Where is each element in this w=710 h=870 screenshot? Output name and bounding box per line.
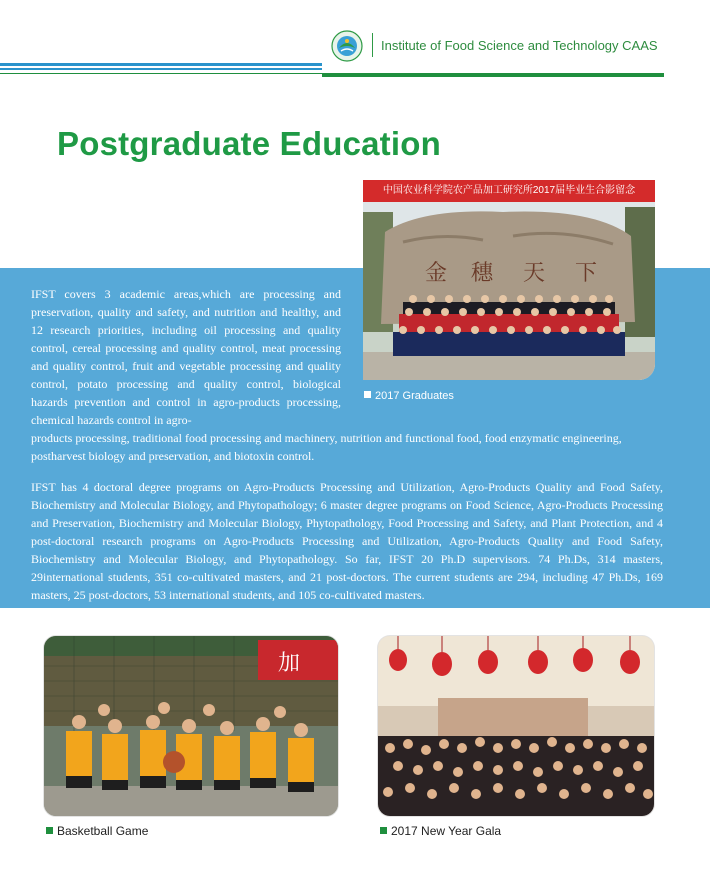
svg-text:穗: 穗: [471, 261, 494, 286]
graduates-photo-banner: 中国农业科学院农产品加工研究所2017届毕业生合影留念: [363, 180, 655, 202]
header-rule-blue-thin: [0, 68, 322, 70]
caption-marker-icon: [364, 391, 371, 398]
paragraph-degree-programs: IFST has 4 doctoral degree programs on Agro-Products Processing and Utilization, Agro-Products Quality and Food Safety, Biochemistry and Molecular Biology, and Phytopathology; 6 master degree programs on Food Science, Agro-Products Processing and Preservation, Biochemistry and Molecular Biology, Phytopathology, Food Processing and Safety, and Plant Protection, and 4 post-doctoral research programs on Agro-Products Processing and Utilization, Agro-Products Quality and Food Safety, Biochemistry and Molecular Biology, and Phytopathology. So far, IFST 20 Ph.D supervisors. 74 Ph.Ds, 314 masters, 29international students, 351 co-cultivated masters, and 21 post-doctors. The current students are 294, including 47 Ph.Ds, 169 masters, 25 post-doctors, 53 international students, and 105 co-cultivated masters.: [31, 480, 663, 602]
new-year-gala-caption: [380, 824, 501, 838]
graduates-caption: [364, 390, 454, 402]
caption-marker-icon: [380, 827, 387, 834]
organization-name: Institute of Food Science and Technology CAAS: [381, 38, 658, 53]
header-rule-green: [322, 73, 664, 77]
banner-character: 加: [278, 651, 301, 676]
basketball-photo-image: [44, 636, 338, 816]
svg-text:天: 天: [523, 261, 546, 286]
new-year-gala-caption-text: 2017 New Year Gala: [391, 824, 502, 838]
paragraph-research-areas: IFST covers 3 academic areas,which are processing and preservation, quality and safety, and nutrition and healthy, and 12 research priorities, including oil processing and quality control, cereal processing and quality control, meat processing and quality control, fruit and vegetable processing and quality control, potato processing and quality control, biological hazards prevention and control in agro-products processing, chemical hazards control in agro-: [31, 287, 341, 427]
new-year-gala-photo: [378, 636, 654, 816]
page-title: Postgraduate Education: [57, 125, 441, 162]
svg-text:金: 金: [425, 261, 448, 286]
header-rule-green-thin: [0, 73, 322, 74]
graduates-caption-text: 2017 Graduates: [375, 390, 454, 402]
basketball-caption-text: Basketball Game: [57, 824, 149, 838]
svg-text:下: 下: [575, 261, 598, 286]
basketball-photo: [44, 636, 338, 816]
graduates-photo-image: [363, 202, 655, 380]
basketball-caption: [46, 824, 148, 838]
header-rule-blue: [0, 63, 322, 66]
caption-marker-icon: [46, 827, 53, 834]
paragraph-research-areas-cont: products processing, traditional food processing and machinery, nutrition and functional food, food enzymatic engineering, postharvest biology and preservation, and biotoxin control.: [31, 431, 622, 463]
caas-logo-icon: [331, 30, 363, 62]
page-header: [0, 0, 710, 80]
header-divider: [372, 33, 373, 57]
new-year-gala-photo-image: [378, 636, 654, 816]
graduates-photo: [363, 180, 655, 380]
